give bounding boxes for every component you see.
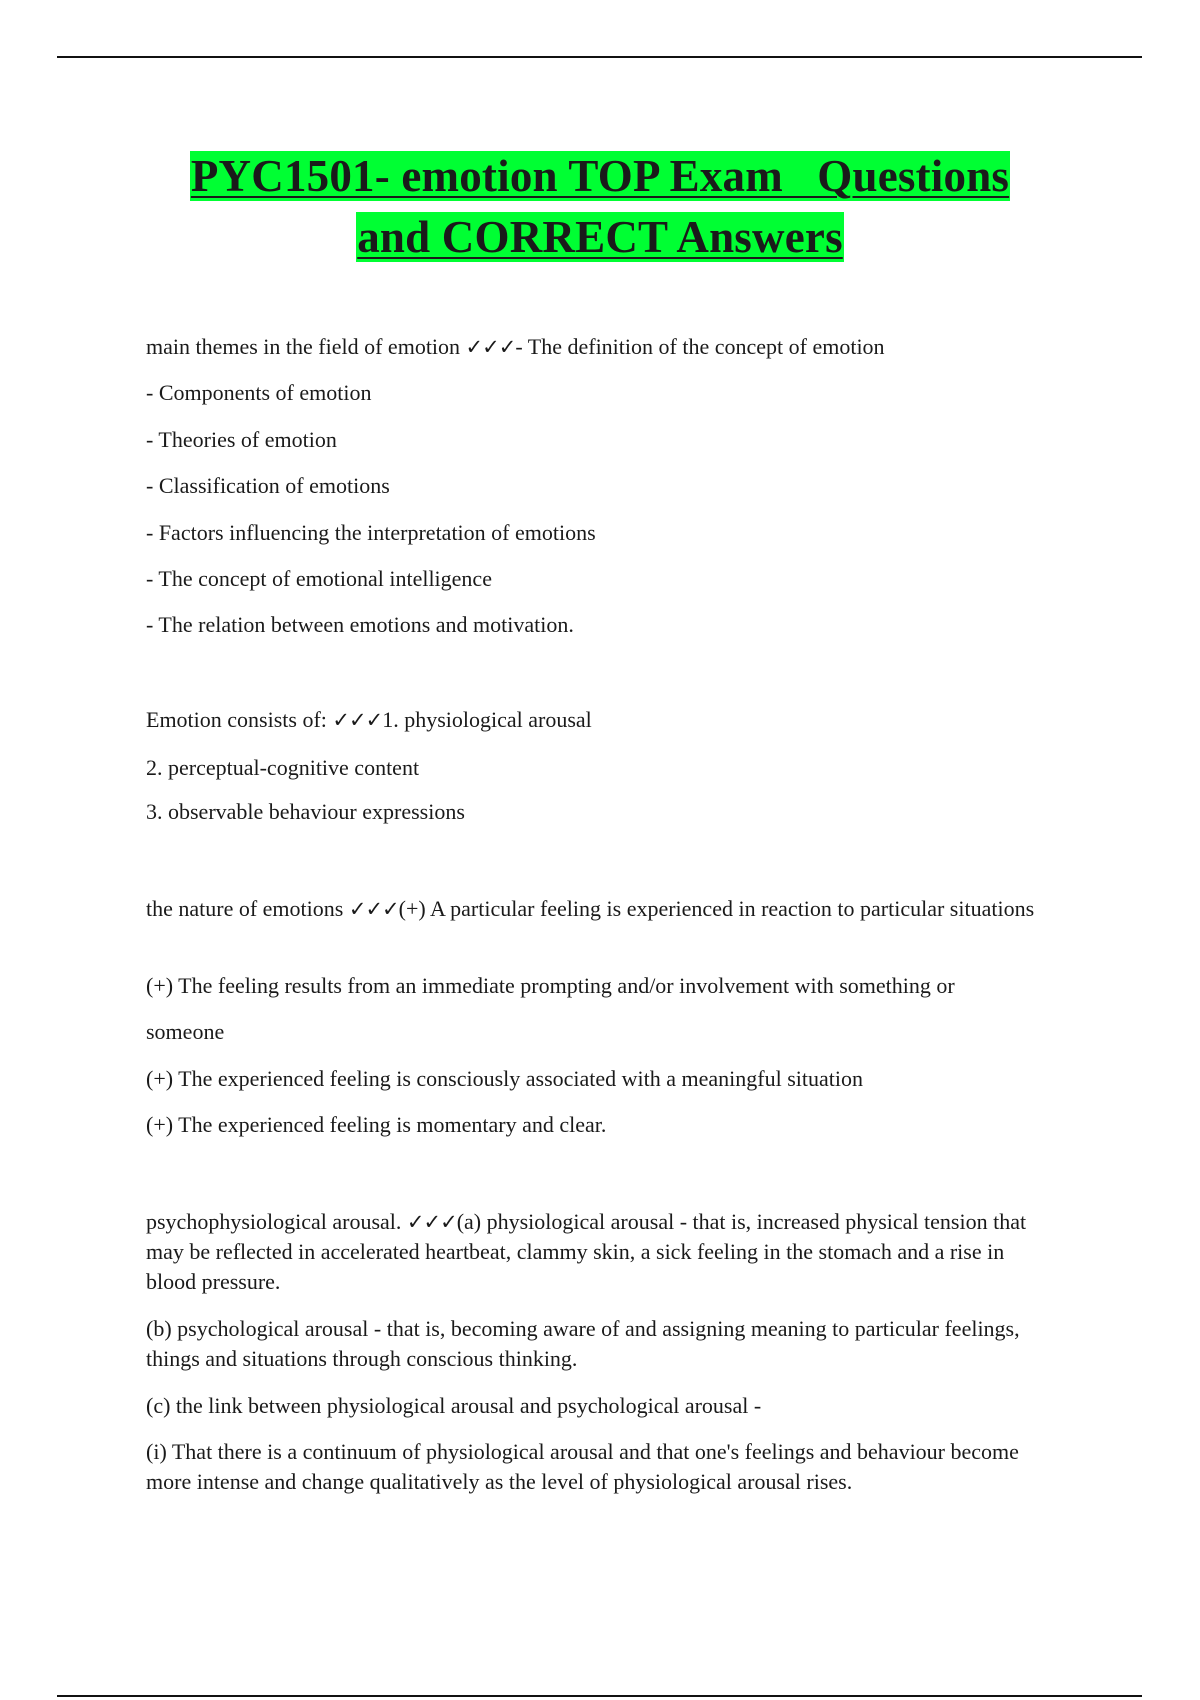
qa-2-answer-line: 3. observable behaviour expressions xyxy=(146,799,465,824)
qa-4-answer-line: (c) the link between physiological arousal and psychological arousal - xyxy=(146,1393,762,1418)
qa-2-question: Emotion consists of: xyxy=(146,707,333,732)
qa-4-answer-line: (a) physiological arousal - that is, increased physical tension that may be reflected in accelerated heartbeat, clammy skin, a sick feeling in the stomach and a rise in blood pressure. xyxy=(146,1209,1027,1294)
qa-3-question-para xyxy=(146,894,1041,924)
qa-2-answer-line: 2. perceptual-cognitive content xyxy=(146,755,420,780)
qa-1-answer-line: - Factors influencing the interpretation of emotions xyxy=(146,520,596,545)
footer-rule xyxy=(57,1695,1142,1697)
qa-3-answer-line: (+) The experienced feeling is consciously associated with a meaningful situation xyxy=(146,1066,864,1091)
qa-1-question: main themes in the field of emotion xyxy=(146,334,466,359)
qa-3-answer-line: (+) The experienced feeling is momentary and clear. xyxy=(146,1112,607,1137)
qa-4-answer-para: (b) psychological arousal - that is, becoming aware of and assigning meaning to particular feelings, things and situations through conscious thinking. xyxy=(146,1316,1020,1371)
qa-3-answer-line: (+) A particular feeling is experienced in reaction to particular situations xyxy=(398,896,1035,921)
qa-1-answer-line: - Classification of emotions xyxy=(146,473,390,498)
header-rule xyxy=(57,56,1142,58)
qa-3-question: the nature of emotions xyxy=(146,896,349,921)
qa-4-answer-para: (i) That there is a continuum of physiological arousal and that one's feelings and behaviour become more intense and change qualitatively as the level of physiological arousal rises. xyxy=(146,1439,1019,1494)
qa-2-answer-line: 1. physiological arousal xyxy=(382,707,592,732)
qa-4-question: psychophysiological arousal. xyxy=(146,1209,407,1234)
check-mark-icon: ✓✓✓ xyxy=(406,1210,457,1234)
qa-4-question-para xyxy=(146,1207,1041,1297)
qa-2-question-line xyxy=(146,705,1046,735)
qa-1-answer-line: - Components of emotion xyxy=(146,380,372,405)
page-title xyxy=(0,146,1200,268)
check-mark-icon: ✓✓✓ xyxy=(332,708,383,732)
qa-3-answer-line: (+) The feeling results from an immediate prompting and/or involvement with something or xyxy=(146,973,955,998)
qa-1-answer-line: - Theories of emotion xyxy=(146,427,337,452)
title-line-2: and CORRECT Answers xyxy=(357,212,843,262)
qa-1-answer-line: - The definition of the concept of emotion xyxy=(515,334,885,359)
qa-1-question-line xyxy=(146,332,1046,362)
title-line-1: PYC1501- emotion TOP Exam Questions xyxy=(190,151,1010,201)
qa-1-answer-line: - The relation between emotions and motivation. xyxy=(146,612,574,637)
qa-3-answer-line: someone xyxy=(146,1019,225,1044)
check-mark-icon: ✓✓✓ xyxy=(465,335,516,359)
check-mark-icon: ✓✓✓ xyxy=(348,897,399,921)
qa-1-answer-line: - The concept of emotional intelligence xyxy=(146,566,492,591)
